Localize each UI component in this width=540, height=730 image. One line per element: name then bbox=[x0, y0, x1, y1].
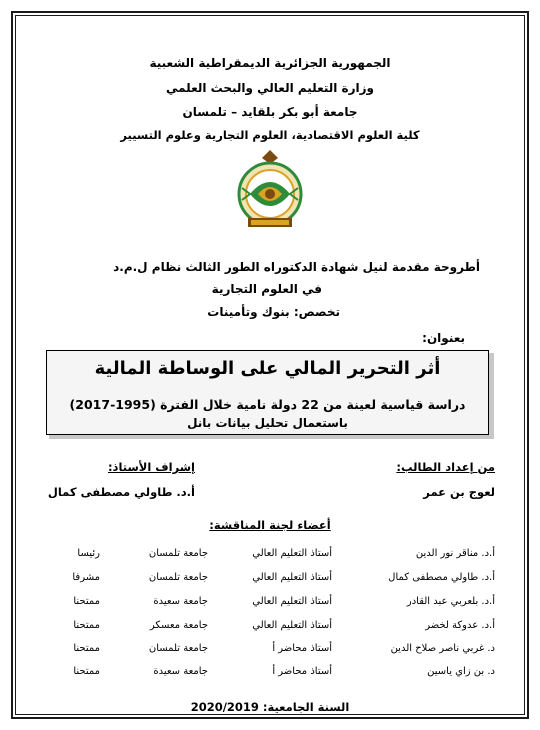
jury-member-name: أ.د. بلعربي عبد القادر bbox=[406, 596, 495, 607]
jury-member-university: جامعة سعيدة bbox=[153, 596, 208, 607]
jury-row bbox=[0, 572, 540, 588]
jury-row bbox=[0, 548, 540, 564]
jury-member-role: ممتحنا bbox=[73, 666, 100, 677]
jury-row bbox=[0, 620, 540, 636]
jury-member-rank: أستاذ محاضر أ bbox=[272, 643, 332, 654]
thesis-field: في العلوم التجارية bbox=[211, 282, 322, 296]
jury-member-role: مشرفا bbox=[72, 572, 100, 583]
title-label: بعنوان: bbox=[422, 331, 465, 345]
jury-member-university: جامعة معسكر bbox=[149, 620, 208, 631]
jury-member-rank: أستاذ التعليم العالي bbox=[252, 596, 332, 607]
university-name: جامعة أبو بكر بلقايد – تلمسان bbox=[182, 105, 358, 119]
subtitle: دراسة قياسية لعينة من 22 دولة نامية خلال الفترة (1995-2017) bbox=[69, 397, 466, 412]
jury-member-name: أ.د. عدوكة لخضر bbox=[425, 620, 495, 631]
supervisor-name: أ.د. طاولي مصطفى كمال bbox=[47, 485, 195, 499]
academic-year: السنة الجامعية: 2020/2019 bbox=[190, 700, 350, 714]
student-name: لعوج بن عمر bbox=[423, 485, 495, 499]
ministry-name: وزارة التعليم العالي والبحث العلمي bbox=[165, 81, 375, 95]
subtitle-method: باستعمال تحليل بيانات بانل bbox=[187, 416, 348, 430]
jury-member-university: جامعة تلمسان bbox=[148, 548, 208, 559]
jury-member-role: ممتحنا bbox=[73, 596, 100, 607]
jury-label bbox=[0, 518, 540, 532]
main-title: أثر التحرير المالي على الوساطة المالية bbox=[94, 358, 441, 379]
title-box bbox=[46, 350, 489, 435]
jury-member-name: أ.د. مناقر نور الدين bbox=[415, 548, 495, 559]
jury-member-name: د. غربي ناصر صلاح الدين bbox=[390, 643, 495, 654]
jury-member-name: د. بن زاي ياسين bbox=[427, 666, 495, 677]
republic-name: الجمهورية الجزائرية الديمقراطية الشعبية bbox=[149, 56, 391, 70]
jury-member-role: رئيسا bbox=[77, 548, 100, 559]
jury-member-university: جامعة تلمسان bbox=[148, 643, 208, 654]
jury-member-rank: أستاذ التعليم العالي bbox=[252, 548, 332, 559]
jury-member-rank: أستاذ التعليم العالي bbox=[252, 572, 332, 583]
jury-member-role: ممتحنا bbox=[73, 620, 100, 631]
jury-row bbox=[0, 666, 540, 682]
jury-member-university: جامعة تلمسان bbox=[148, 572, 208, 583]
jury-row bbox=[0, 596, 540, 612]
faculty-name: كلية العلوم الاقتصادية، العلوم التجارية وعلوم التسيير bbox=[120, 128, 420, 142]
jury-member-university: جامعة سعيدة bbox=[153, 666, 208, 677]
prepared-by-label: من إعداد الطالب: bbox=[396, 460, 495, 474]
jury-member-rank: أستاذ محاضر أ bbox=[272, 666, 332, 677]
jury-member-name: أ.د. طاولي مصطفى كمال bbox=[388, 572, 495, 583]
university-emblem-icon bbox=[232, 148, 308, 230]
thesis-specialty: تخصص: بنوك وتأمينات bbox=[207, 305, 340, 319]
supervision-label: إشراف الأستاذ: bbox=[107, 460, 195, 474]
jury-member-rank: أستاذ التعليم العالي bbox=[252, 620, 332, 631]
jury-member-role: ممتحنا bbox=[73, 643, 100, 654]
thesis-intro: أطروحة مقدمة لنيل شهادة الدكتوراه الطور الثالث نظام ل.م.د bbox=[113, 260, 480, 274]
jury-label-text: أعضاء لجنة المناقشة: bbox=[209, 518, 331, 532]
jury-row bbox=[0, 643, 540, 659]
